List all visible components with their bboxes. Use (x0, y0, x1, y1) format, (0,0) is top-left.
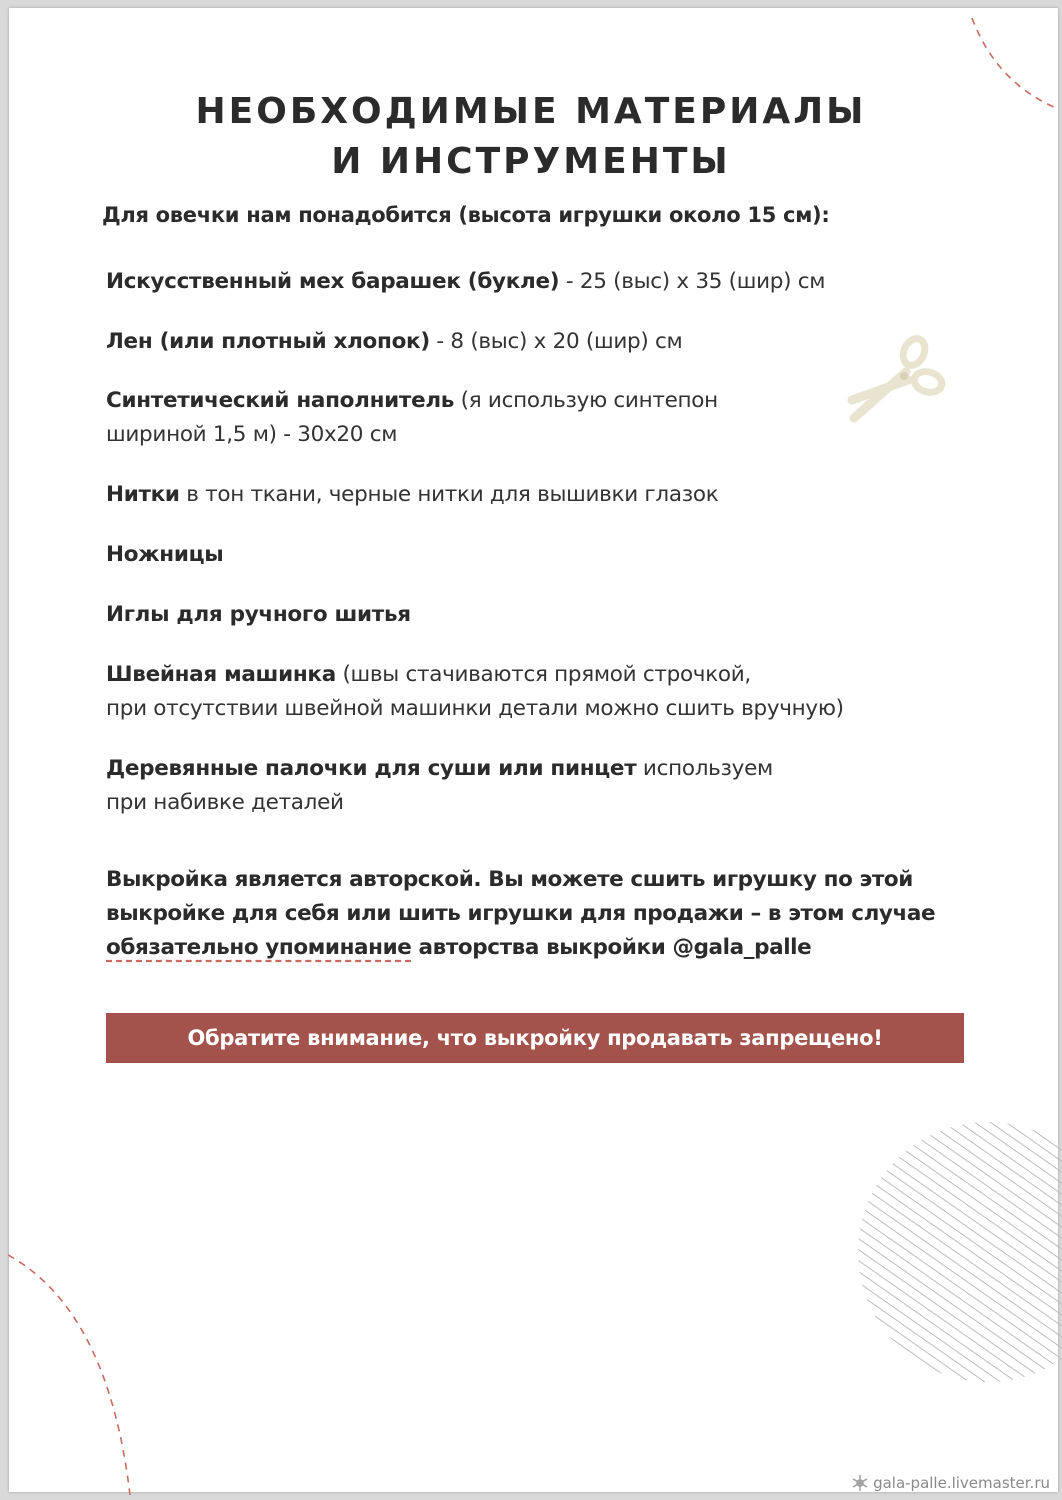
material-item-filling (106, 384, 718, 452)
item-name: Нитки (106, 482, 180, 507)
item-details: (я использую синтепон (454, 388, 718, 413)
material-item-fur (106, 265, 825, 299)
item-details: - 25 (выс) х 35 (шир) см (559, 269, 826, 294)
author-note-line-3: авторства выкройки @gala_palle (411, 935, 812, 960)
item-details: используем (636, 756, 773, 781)
page-title-line-2: И ИНСТРУМЕНТЫ (331, 141, 731, 182)
item-details: в тон ткани, черные нитки для вышивки глазок (179, 482, 719, 507)
author-note-line-1: Выкройка является авторской. Вы можете сшить игрушку по этой (106, 867, 913, 892)
material-item-linen (106, 325, 682, 359)
item-name: Лен (или плотный хлопок) (106, 329, 430, 354)
dashed-arc-bottom-left (8, 1250, 138, 1500)
item-name: Искусственный мех барашек (букле) (106, 269, 560, 294)
item-details-line-2: при отсутствии швейной машинки детали можно сшить вручную) (106, 696, 844, 721)
material-item-threads (106, 478, 718, 512)
item-details: - 8 (выс) х 20 (шир) см (429, 329, 683, 354)
author-note-line-2: выкройке для себя или шить игрушки для продажи – в этом случае (106, 901, 936, 926)
author-note (106, 863, 935, 965)
material-item-needles (106, 598, 411, 632)
item-details-line-2: при набивке деталей (106, 790, 344, 815)
watermark (851, 1474, 1050, 1492)
material-item-sewing-machine (106, 658, 844, 726)
item-name: Синтетический наполнитель (106, 388, 455, 413)
item-name: Иглы для ручного шитья (106, 602, 411, 627)
scissors-icon (846, 330, 948, 430)
striped-circle-decoration (848, 1122, 1062, 1382)
item-details-line-2: шириной 1,5 м) - 30х20 см (106, 422, 398, 447)
intro-text: Для овечки нам понадобится (высота игрушки около 15 см): (102, 203, 830, 227)
item-name: Ножницы (106, 542, 224, 567)
author-note-underlined: обязательно упоминание (106, 935, 412, 960)
material-item-scissors (106, 538, 223, 572)
material-item-sticks (106, 752, 773, 820)
item-name: Деревянные палочки для суши или пинцет (106, 756, 637, 781)
snowflake-logo-icon (851, 1474, 869, 1492)
item-details: (швы стачиваются прямой строчкой, (335, 662, 751, 687)
page-title-line-1: НЕОБХОДИМЫЕ МАТЕРИАЛЫ (195, 91, 867, 132)
item-name: Швейная машинка (106, 662, 336, 687)
warning-banner: Обратите внимание, что выкройку продавать запрещено! (106, 1013, 964, 1063)
watermark-text: gala-palle.livemaster.ru (873, 1474, 1050, 1492)
